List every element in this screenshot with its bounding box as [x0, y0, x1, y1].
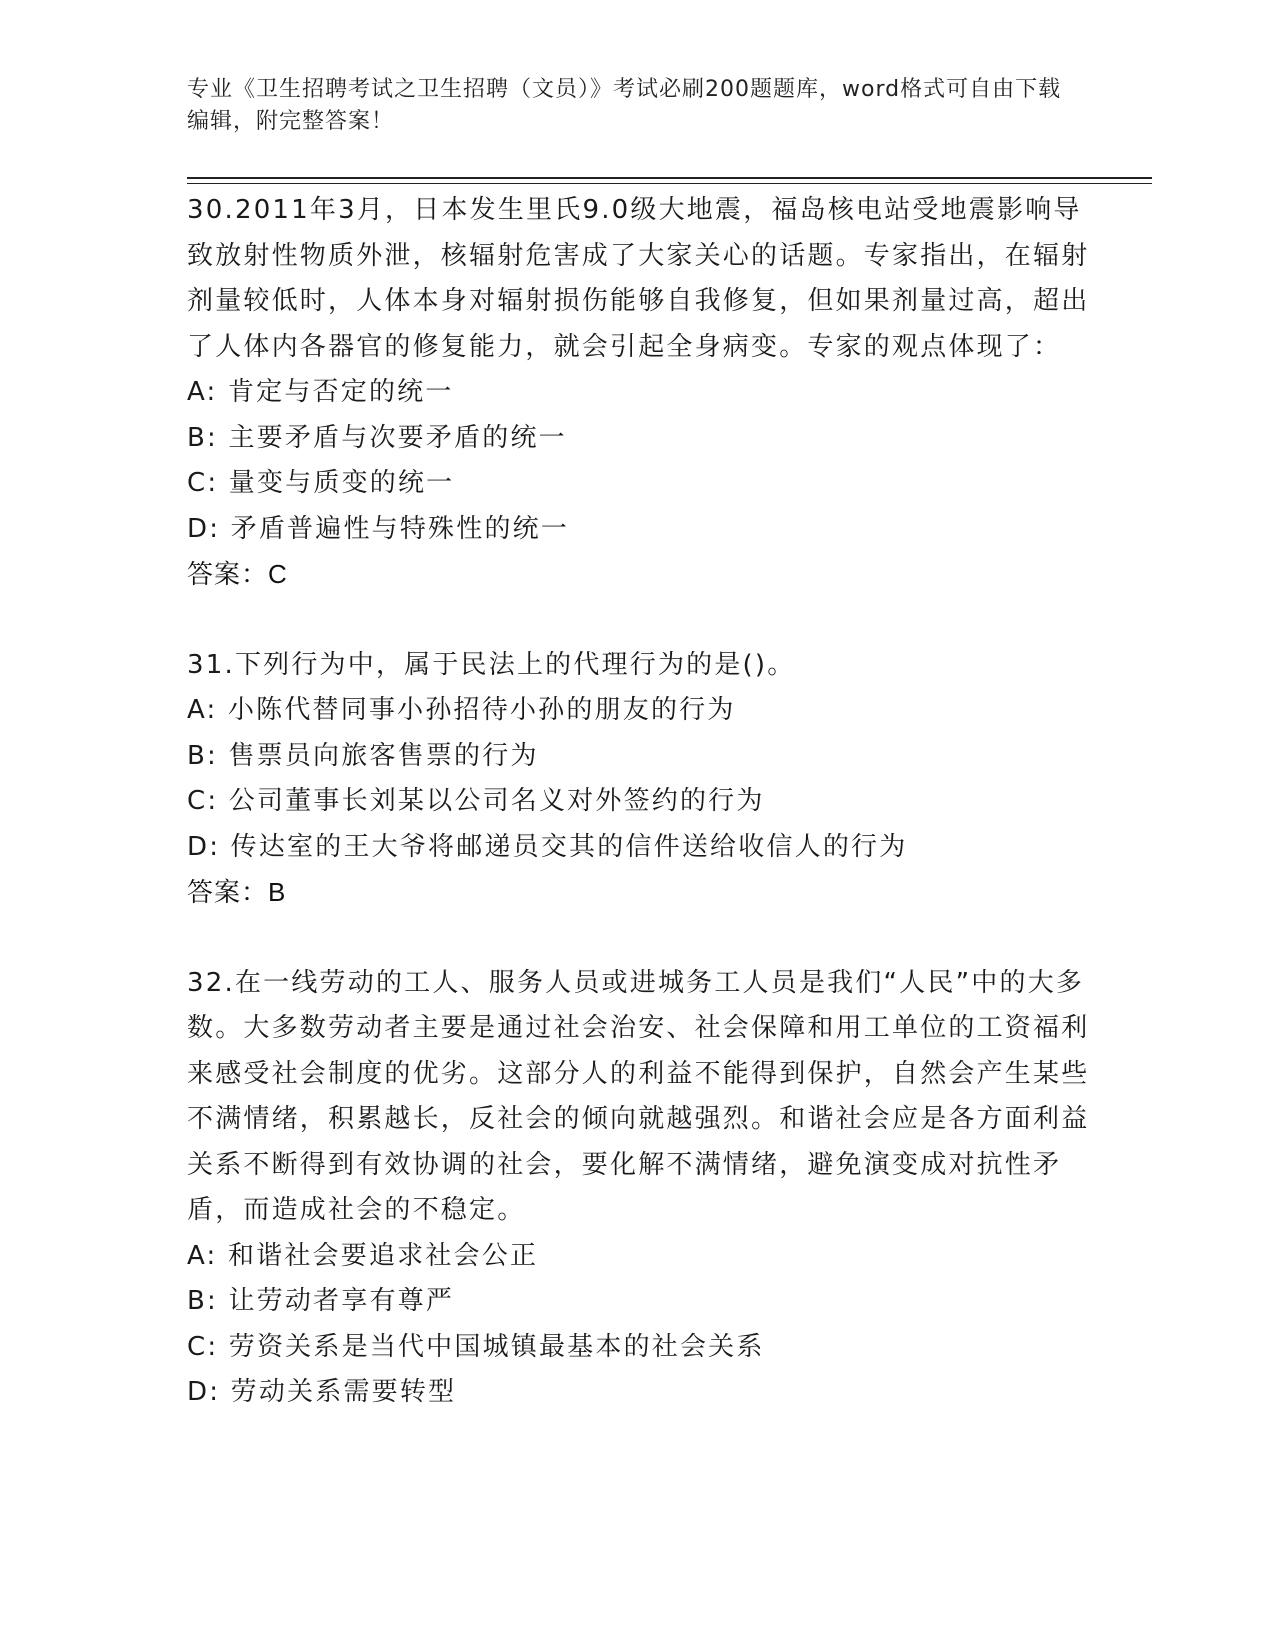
question-32: [187, 961, 1092, 1416]
answer-line: 答案：C: [187, 559, 288, 589]
option-d: D: 矛盾普遍性与特殊性的统一: [187, 513, 570, 544]
option-b: B: 售票员向旅客售票的行为: [187, 740, 539, 771]
question-30: [187, 188, 1092, 598]
spacer: [187, 598, 1092, 643]
option-d: D: 传达室的王大爷将邮递员交其的信件送给收信人的行为: [187, 831, 908, 862]
option-a: A: 和谐社会要追求社会公正: [187, 1240, 539, 1271]
header-divider: [187, 177, 1152, 179]
option-a: A: 小陈代替同事小孙招待小孙的朋友的行为: [187, 695, 736, 725]
option-b: B: 主要矛盾与次要矛盾的统一: [187, 422, 567, 453]
question-list: [187, 188, 1092, 1416]
option-c: C: 劳资关系是当代中国城镇最基本的社会关系: [187, 1331, 765, 1362]
option-d: D: 劳动关系需要转型: [187, 1377, 457, 1407]
question-31: [187, 643, 1092, 916]
header-divider-thin: [187, 183, 1152, 184]
option-c: C: 公司董事长刘某以公司名义对外签约的行为: [187, 786, 765, 816]
option-c: C: 量变与质变的统一: [187, 468, 455, 498]
question-stem: 31.下列行为中，属于民法上的代理行为的是()。: [187, 649, 796, 680]
page-header: 专业《卫生招聘考试之卫生招聘（文员）》考试必刷200题题库，word格式可自由下载编辑，附完整答案！: [187, 77, 1062, 134]
question-stem: 30.2011年3月，日本发生里氏9.0级大地震，福岛核电站受地震影响导致放射性物质外泄，核辐射危害成了大家关心的话题。专家指出，在辐射剂量较低时，人体本身对辐射损伤能够自我修复，但如果剂量过高，超出了人体内各器官的修复能力，就会引起全身病变。专家的观点体现了：: [187, 195, 1090, 362]
question-stem: 32.在一线劳动的工人、服务人员或进城务工人员是我们“人民”中的大多数。大多数劳动者主要是通过社会治安、社会保障和用工单位的工资福利来感受社会制度的优劣。这部分人的利益不能得到保护，自然会产生某些不满情绪，积累越长，反社会的倾向就越强烈。和谐社会应是各方面利益关系不断得到有效协调的社会，要化解不满情绪，避免演变成对抗性矛盾，而造成社会的不稳定。: [187, 967, 1090, 1225]
spacer: [187, 916, 1092, 961]
answer-line: 答案：B: [187, 877, 287, 907]
option-a: A: 肯定与否定的统一: [187, 377, 454, 407]
option-b: B: 让劳动者享有尊严: [187, 1286, 455, 1316]
